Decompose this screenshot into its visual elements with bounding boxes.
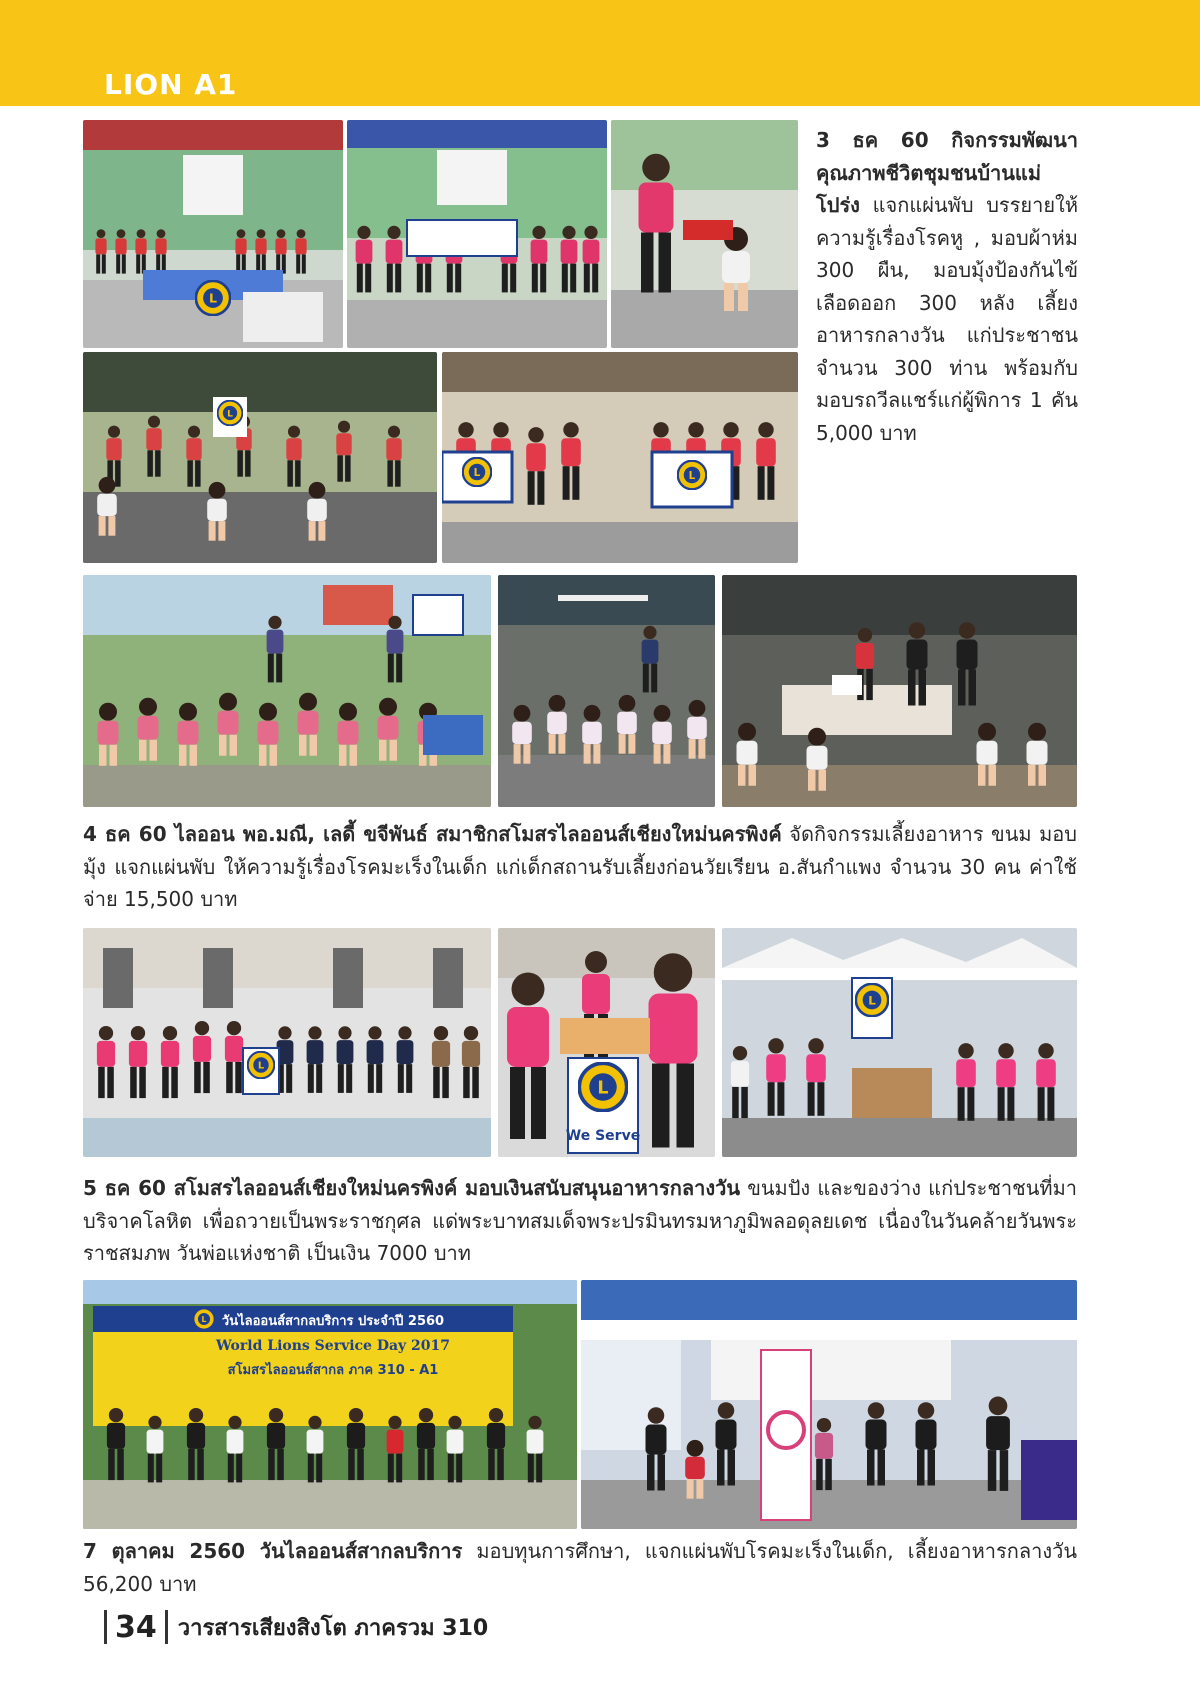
caption-event-3 (83, 1172, 1077, 1270)
banner-line-3: สโมสรไลออนส์สากล ภาค 310 - A1 (227, 1363, 439, 1378)
photo-event-4-service-day-banner (83, 1280, 577, 1529)
photo-event-1-giving-child (611, 120, 798, 348)
photo-event-4-booth (581, 1280, 1077, 1529)
banner-line-1: วันไลออนส์สากลบริการ ประจำปี 2560 (221, 1314, 445, 1329)
banner-line-2: World Lions Service Day 2017 (215, 1338, 451, 1354)
caption-event-1-text: แจกแผ่นพับ บรรยายให้ความรู้เรื่องโรคหู , มอบผ้าห่ม 300 ผืน, มอบมุ้งป้องกันไข้เลือดออก 300 หลัง เลี้ยงอาหารกลางวัน แก่ประชาชน จำนวน 300 ท่าน พร้อมกับ มอบรถวีลแชร์แก่ผู้พิการ 1 คัน 5,000 บาท (816, 193, 1078, 445)
caption-event-4 (83, 1535, 1077, 1600)
section-brand: LION A1 (104, 68, 238, 101)
photo-event-3-we-serve-sign (498, 928, 715, 1157)
caption-event-2-text: จัดกิจกรรมเลี้ยงอาหาร ขนม มอบมุ้ง แจกแผ่นพับ ให้ความรู้เรื่องโรคมะเร็งในเด็ก แก่เด็กสถานรับเลี้ยงก่อนวัยเรียน อ.สันกำแพง จำนวน 30 คน ค่าใช้จ่าย 15,500 บาท (83, 822, 1077, 911)
caption-event-2 (83, 818, 1077, 916)
photo-event-1-banner-group (347, 120, 607, 348)
photo-event-2-children-table (722, 575, 1077, 807)
caption-event-3-title: 5 ธค 60 สโมสรไลออนส์เชียงใหม่นครพิงค์ มอบเงินสนับสนุนอาหารกลางวัน (83, 1176, 740, 1200)
photo-event-1-flags-group (442, 352, 798, 563)
photo-event-1-hall-group (83, 120, 343, 348)
page-header (0, 0, 1200, 106)
photo-event-3-pink-shirts-building (83, 928, 491, 1157)
magazine-title: วารสารเสียงสิงโต ภาครวม 310 (177, 1615, 489, 1641)
caption-event-1-title: 3 ธค 60 กิจกรรมพัฒนาคุณภาพชีวิตชุมชนบ้านแม่โปร่ง (816, 128, 1078, 217)
page-footer (104, 1606, 488, 1648)
photo-event-2-children-indoor (498, 575, 715, 807)
caption-event-4-title: 7 ตุลาคม 2560 วันไลออนส์สากลบริการ (83, 1539, 463, 1563)
caption-event-2-title: 4 ธค 60 ไลออน พอ.มณี, เลดี้ ขจีพันธ์ สมาชิกสโมสรไลออนส์เชียงใหม่นครพิงค์ (83, 822, 782, 846)
footer-divider-right (165, 1610, 168, 1644)
we-serve-label: We Serve (565, 1128, 641, 1144)
photo-event-1-crowd-tent (83, 352, 437, 563)
page-number: 34 (115, 1609, 157, 1645)
caption-event-3-text: ขนมปัง และของว่าง แก่ประชาชนที่มาบริจาคโลหิต เพื่อถวายเป็นพระราชกุศล แด่พระบาทสมเด็จพระปรมินทรมหาภูมิพลอดุลยเดช เนื่องในวันคล้ายวันพระราชสมภพ วันพ่อแห่งชาติ เป็นเงิน 7000 บาท (83, 1176, 1078, 1265)
photo-event-3-tents (722, 928, 1077, 1157)
caption-event-1 (816, 124, 1078, 449)
photo-event-2-children-outdoor (83, 575, 491, 807)
caption-event-4-text: มอบทุนการศึกษา, แจกแผ่นพับโรคมะเร็งในเด็ก, เลี้ยงอาหารกลางวัน 56,200 บาท (83, 1539, 1077, 1596)
footer-divider-left (104, 1610, 107, 1644)
